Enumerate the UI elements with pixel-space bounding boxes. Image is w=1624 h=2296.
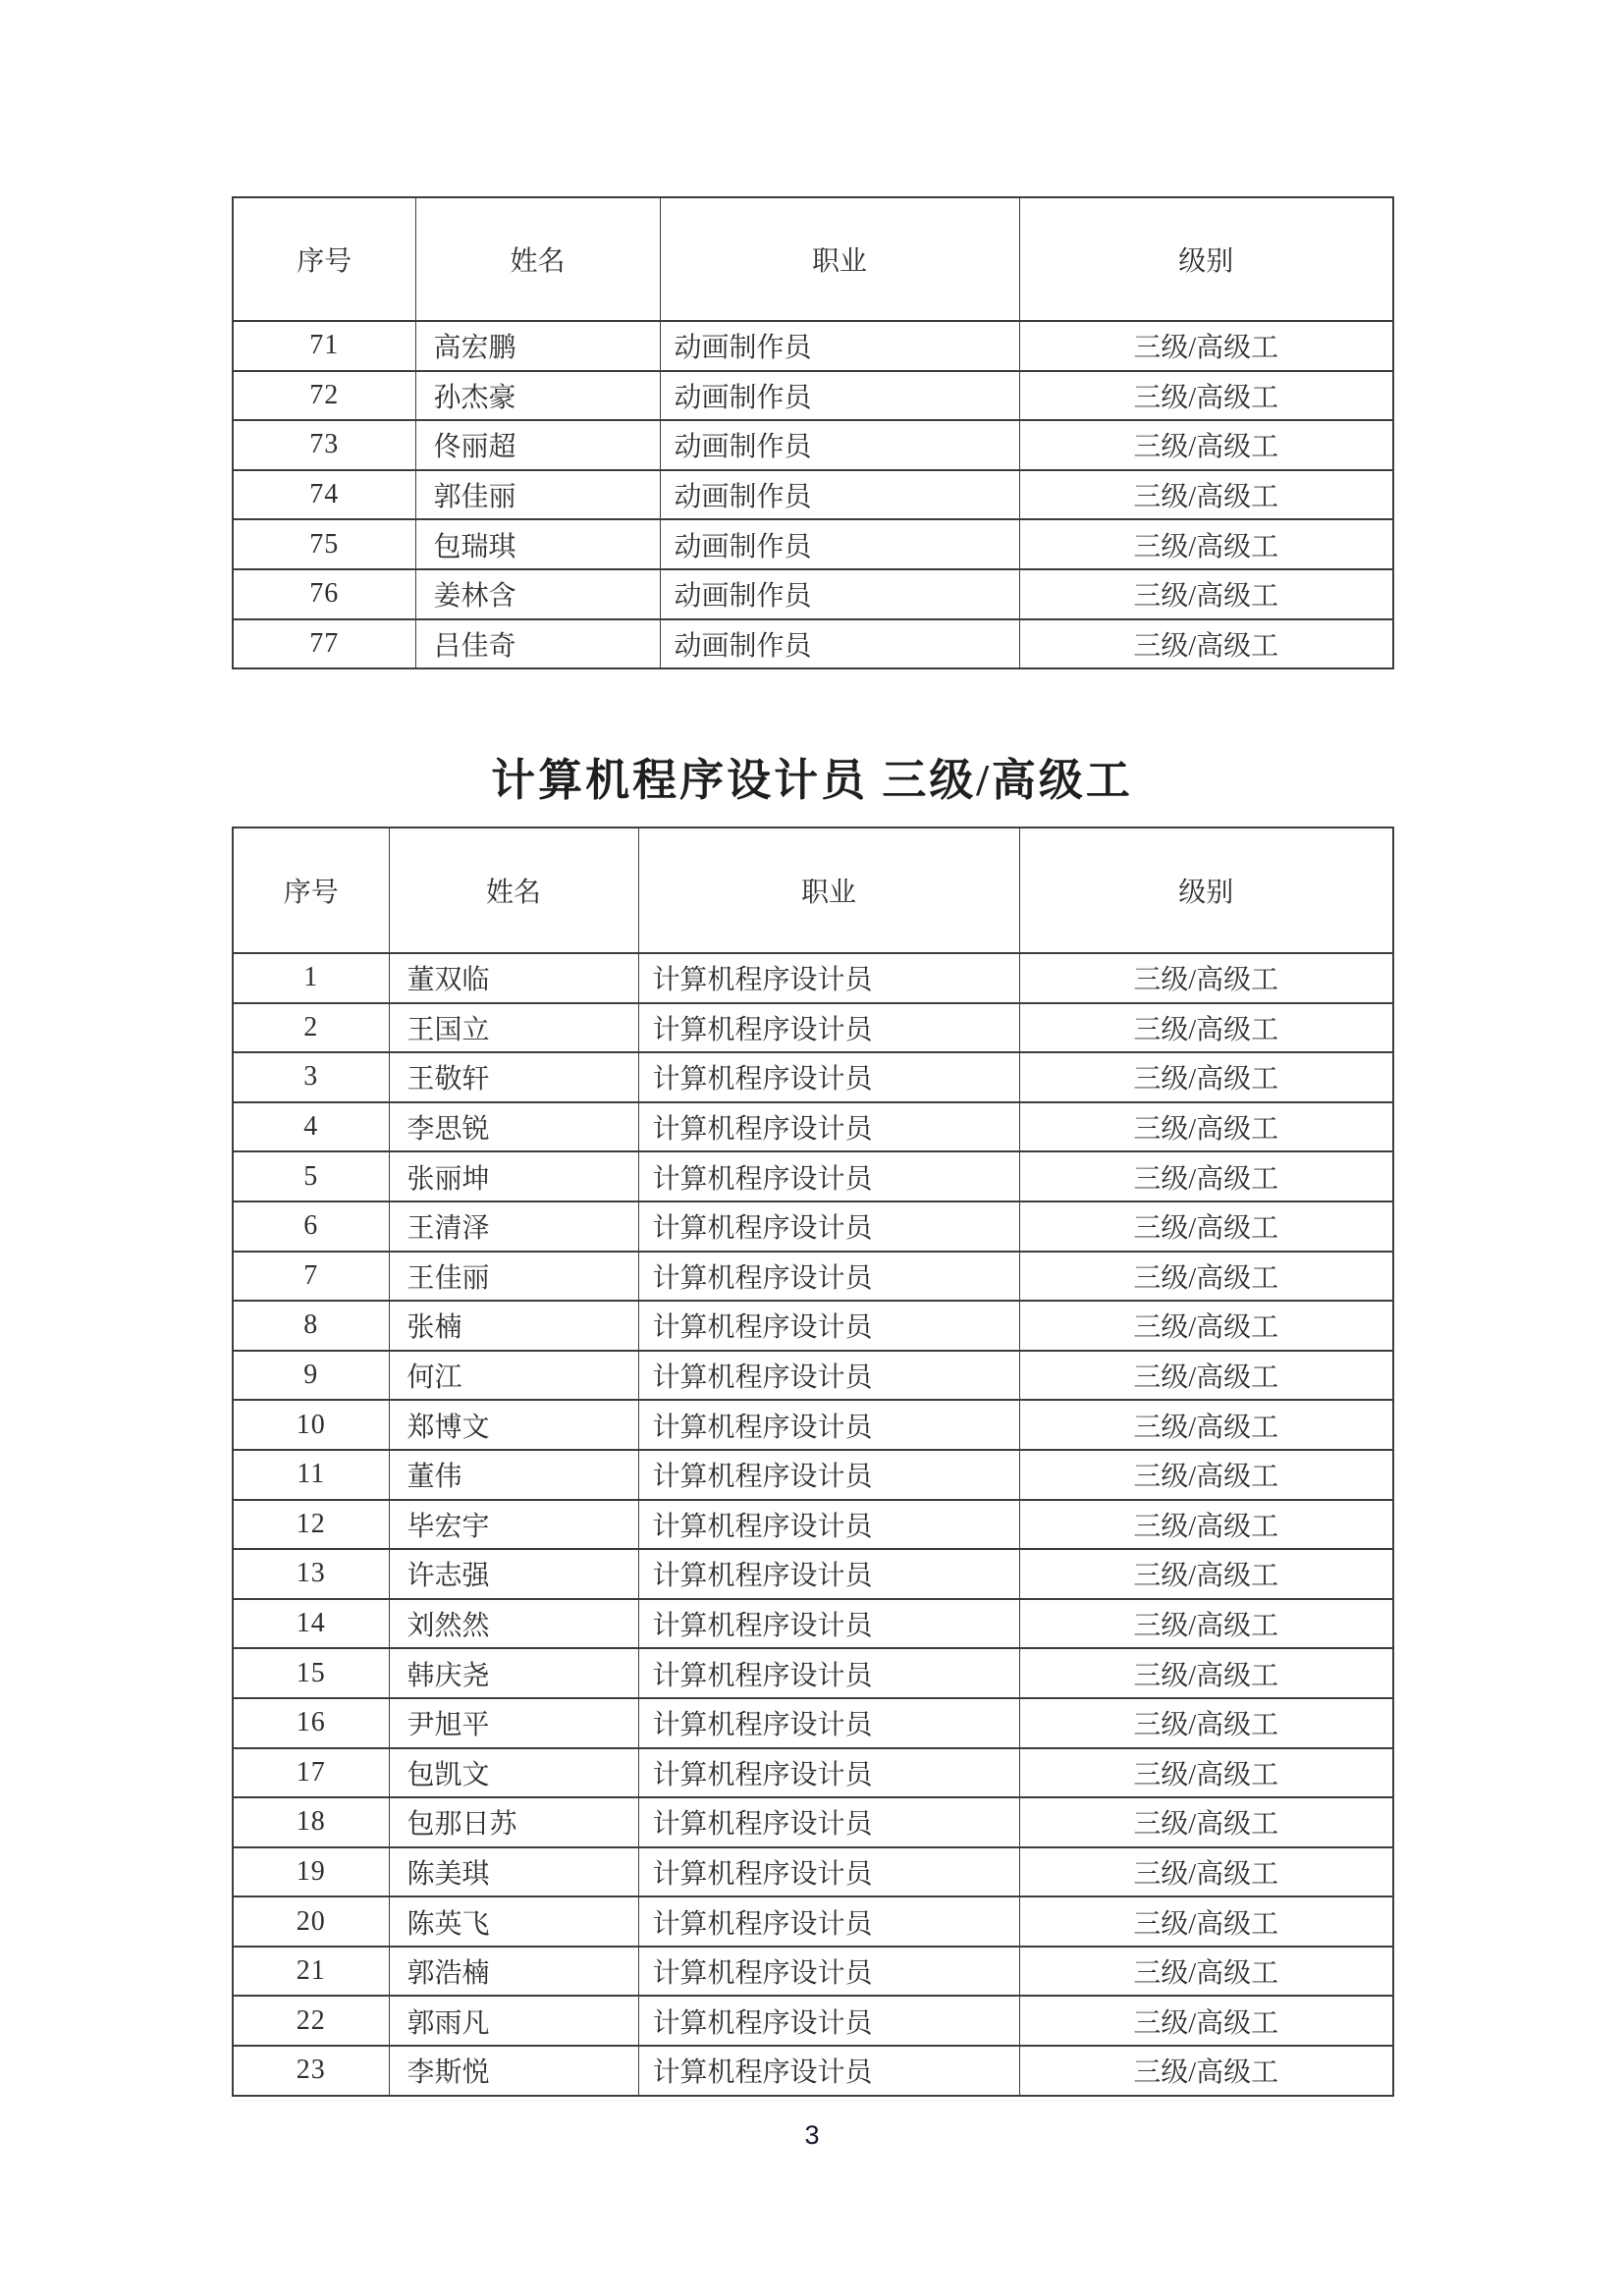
table-row (233, 371, 1393, 421)
cell-job: 动画制作员 (660, 470, 1019, 520)
cell-job: 计算机程序设计员 (638, 1052, 1019, 1102)
cell-job: 计算机程序设计员 (638, 1847, 1019, 1897)
cell-name: 姜林含 (415, 569, 660, 619)
cell-name: 王国立 (389, 1003, 638, 1053)
cell-job: 动画制作员 (660, 321, 1019, 371)
cell-level: 三级/高级工 (1019, 1151, 1393, 1201)
cell-name: 吕佳奇 (415, 619, 660, 669)
cell-no: 11 (233, 1450, 389, 1500)
table-row (233, 2046, 1393, 2096)
cell-level: 三级/高级工 (1019, 321, 1393, 371)
cell-no: 18 (233, 1797, 389, 1847)
cell-no: 14 (233, 1599, 389, 1649)
cell-job: 计算机程序设计员 (638, 1003, 1019, 1053)
cell-level: 三级/高级工 (1019, 470, 1393, 520)
cell-name: 陈美琪 (389, 1847, 638, 1897)
cell-name: 董双临 (389, 953, 638, 1003)
table-header-row (233, 828, 1393, 953)
cell-name: 李斯悦 (389, 2046, 638, 2096)
cell-no: 5 (233, 1151, 389, 1201)
table-row (233, 1003, 1393, 1053)
cell-job: 动画制作员 (660, 420, 1019, 470)
cell-level: 三级/高级工 (1019, 1201, 1393, 1252)
cell-no: 1 (233, 953, 389, 1003)
table-body (233, 953, 1393, 2096)
cell-level: 三级/高级工 (1019, 1052, 1393, 1102)
table-row (233, 1648, 1393, 1698)
table-body (233, 321, 1393, 668)
cell-no: 16 (233, 1698, 389, 1748)
cell-no: 71 (233, 321, 415, 371)
table-row (233, 1201, 1393, 1252)
cell-level: 三级/高级工 (1019, 1599, 1393, 1649)
section-title: 计算机程序设计员 三级/高级工 (491, 756, 1133, 805)
cell-no: 7 (233, 1252, 389, 1302)
cell-no: 10 (233, 1400, 389, 1450)
table-header-row (233, 197, 1393, 321)
page-number: 3 (804, 2120, 820, 2150)
cell-name: 郭佳丽 (415, 470, 660, 520)
col-header-level: 级别 (1019, 828, 1393, 953)
cell-no: 8 (233, 1301, 389, 1351)
cell-level: 三级/高级工 (1019, 371, 1393, 421)
table-row (233, 1400, 1393, 1450)
table-row (233, 1052, 1393, 1102)
cell-level: 三级/高级工 (1019, 1301, 1393, 1351)
col-header-name: 姓名 (415, 197, 660, 321)
cell-level: 三级/高级工 (1019, 1549, 1393, 1599)
cell-name: 王佳丽 (389, 1252, 638, 1302)
cell-no: 9 (233, 1351, 389, 1401)
cell-no: 23 (233, 2046, 389, 2096)
col-header-job: 职业 (660, 197, 1019, 321)
table-row (233, 420, 1393, 470)
cell-name: 高宏鹏 (415, 321, 660, 371)
cell-name: 何江 (389, 1351, 638, 1401)
table-row (233, 569, 1393, 619)
cell-name: 董伟 (389, 1450, 638, 1500)
table-row (233, 1500, 1393, 1550)
cell-level: 三级/高级工 (1019, 519, 1393, 569)
cell-name: 毕宏宇 (389, 1500, 638, 1550)
cell-job: 计算机程序设计员 (638, 1301, 1019, 1351)
cell-level: 三级/高级工 (1019, 1400, 1393, 1450)
animation-maker-roster-table (232, 196, 1394, 669)
cell-level: 三级/高级工 (1019, 1748, 1393, 1798)
cell-job: 动画制作员 (660, 569, 1019, 619)
cell-level: 三级/高级工 (1019, 1102, 1393, 1152)
cell-job: 计算机程序设计员 (638, 1698, 1019, 1748)
cell-name: 孙杰豪 (415, 371, 660, 421)
col-header-no: 序号 (233, 828, 389, 953)
cell-name: 郭雨凡 (389, 1996, 638, 2046)
cell-no: 13 (233, 1549, 389, 1599)
cell-no: 74 (233, 470, 415, 520)
col-header-name: 姓名 (389, 828, 638, 953)
cell-job: 计算机程序设计员 (638, 1102, 1019, 1152)
cell-name: 王清泽 (389, 1201, 638, 1252)
cell-no: 4 (233, 1102, 389, 1152)
table-row (233, 1996, 1393, 2046)
table-row (233, 619, 1393, 669)
table-row (233, 1947, 1393, 1997)
cell-job: 计算机程序设计员 (638, 1351, 1019, 1401)
table-row (233, 1698, 1393, 1748)
cell-no: 20 (233, 1896, 389, 1947)
table-row (233, 1599, 1393, 1649)
cell-no: 19 (233, 1847, 389, 1897)
cell-job: 动画制作员 (660, 371, 1019, 421)
cell-name: 刘然然 (389, 1599, 638, 1649)
cell-job: 计算机程序设计员 (638, 1500, 1019, 1550)
table-row (233, 519, 1393, 569)
cell-name: 佟丽超 (415, 420, 660, 470)
cell-no: 72 (233, 371, 415, 421)
cell-level: 三级/高级工 (1019, 1947, 1393, 1997)
cell-job: 动画制作员 (660, 519, 1019, 569)
cell-job: 计算机程序设计员 (638, 1549, 1019, 1599)
cell-name: 包瑞琪 (415, 519, 660, 569)
table-header (233, 828, 1393, 953)
col-header-no: 序号 (233, 197, 415, 321)
table-row (233, 1748, 1393, 1798)
cell-level: 三级/高级工 (1019, 1500, 1393, 1550)
table-row (233, 1450, 1393, 1500)
cell-level: 三级/高级工 (1019, 1252, 1393, 1302)
cell-name: 郭浩楠 (389, 1947, 638, 1997)
cell-no: 21 (233, 1947, 389, 1997)
cell-no: 75 (233, 519, 415, 569)
cell-job: 计算机程序设计员 (638, 1947, 1019, 1997)
table-row (233, 1797, 1393, 1847)
col-header-job: 职业 (638, 828, 1019, 953)
cell-level: 三级/高级工 (1019, 1698, 1393, 1748)
cell-job: 计算机程序设计员 (638, 1996, 1019, 2046)
cell-level: 三级/高级工 (1019, 1896, 1393, 1947)
cell-job: 计算机程序设计员 (638, 1400, 1019, 1450)
cell-level: 三级/高级工 (1019, 619, 1393, 669)
table-row (233, 1351, 1393, 1401)
cell-name: 张楠 (389, 1301, 638, 1351)
computer-programmer-roster-table (232, 827, 1394, 2097)
table-row (233, 1102, 1393, 1152)
table-row (233, 1549, 1393, 1599)
cell-job: 计算机程序设计员 (638, 1151, 1019, 1201)
cell-no: 15 (233, 1648, 389, 1698)
cell-job: 计算机程序设计员 (638, 1252, 1019, 1302)
cell-no: 17 (233, 1748, 389, 1798)
cell-no: 2 (233, 1003, 389, 1053)
cell-no: 6 (233, 1201, 389, 1252)
table-row (233, 321, 1393, 371)
cell-name: 李思锐 (389, 1102, 638, 1152)
table-row (233, 1151, 1393, 1201)
cell-name: 王敬轩 (389, 1052, 638, 1102)
cell-level: 三级/高级工 (1019, 953, 1393, 1003)
cell-no: 12 (233, 1500, 389, 1550)
cell-level: 三级/高级工 (1019, 1450, 1393, 1500)
cell-job: 计算机程序设计员 (638, 1450, 1019, 1500)
cell-no: 22 (233, 1996, 389, 2046)
cell-job: 计算机程序设计员 (638, 1797, 1019, 1847)
cell-level: 三级/高级工 (1019, 1797, 1393, 1847)
cell-name: 郑博文 (389, 1400, 638, 1450)
cell-job: 计算机程序设计员 (638, 1896, 1019, 1947)
cell-level: 三级/高级工 (1019, 1847, 1393, 1897)
cell-level: 三级/高级工 (1019, 1996, 1393, 2046)
table-row (233, 470, 1393, 520)
cell-no: 76 (233, 569, 415, 619)
cell-name: 陈英飞 (389, 1896, 638, 1947)
cell-job: 计算机程序设计员 (638, 1201, 1019, 1252)
cell-name: 张丽坤 (389, 1151, 638, 1201)
cell-job: 计算机程序设计员 (638, 1748, 1019, 1798)
cell-name: 尹旭平 (389, 1698, 638, 1748)
table-row (233, 1847, 1393, 1897)
col-header-level: 级别 (1019, 197, 1393, 321)
table-row (233, 1252, 1393, 1302)
cell-name: 包那日苏 (389, 1797, 638, 1847)
table-row (233, 1301, 1393, 1351)
cell-name: 韩庆尧 (389, 1648, 638, 1698)
cell-no: 73 (233, 420, 415, 470)
cell-level: 三级/高级工 (1019, 1648, 1393, 1698)
cell-name: 包凯文 (389, 1748, 638, 1798)
cell-job: 计算机程序设计员 (638, 1648, 1019, 1698)
cell-job: 计算机程序设计员 (638, 1599, 1019, 1649)
cell-job: 计算机程序设计员 (638, 953, 1019, 1003)
cell-no: 3 (233, 1052, 389, 1102)
cell-level: 三级/高级工 (1019, 569, 1393, 619)
table-row (233, 953, 1393, 1003)
table-row (233, 1896, 1393, 1947)
cell-level: 三级/高级工 (1019, 420, 1393, 470)
cell-level: 三级/高级工 (1019, 1351, 1393, 1401)
cell-name: 许志强 (389, 1549, 638, 1599)
cell-level: 三级/高级工 (1019, 1003, 1393, 1053)
table-header (233, 197, 1393, 321)
cell-no: 77 (233, 619, 415, 669)
cell-job: 动画制作员 (660, 619, 1019, 669)
cell-level: 三级/高级工 (1019, 2046, 1393, 2096)
cell-job: 计算机程序设计员 (638, 2046, 1019, 2096)
